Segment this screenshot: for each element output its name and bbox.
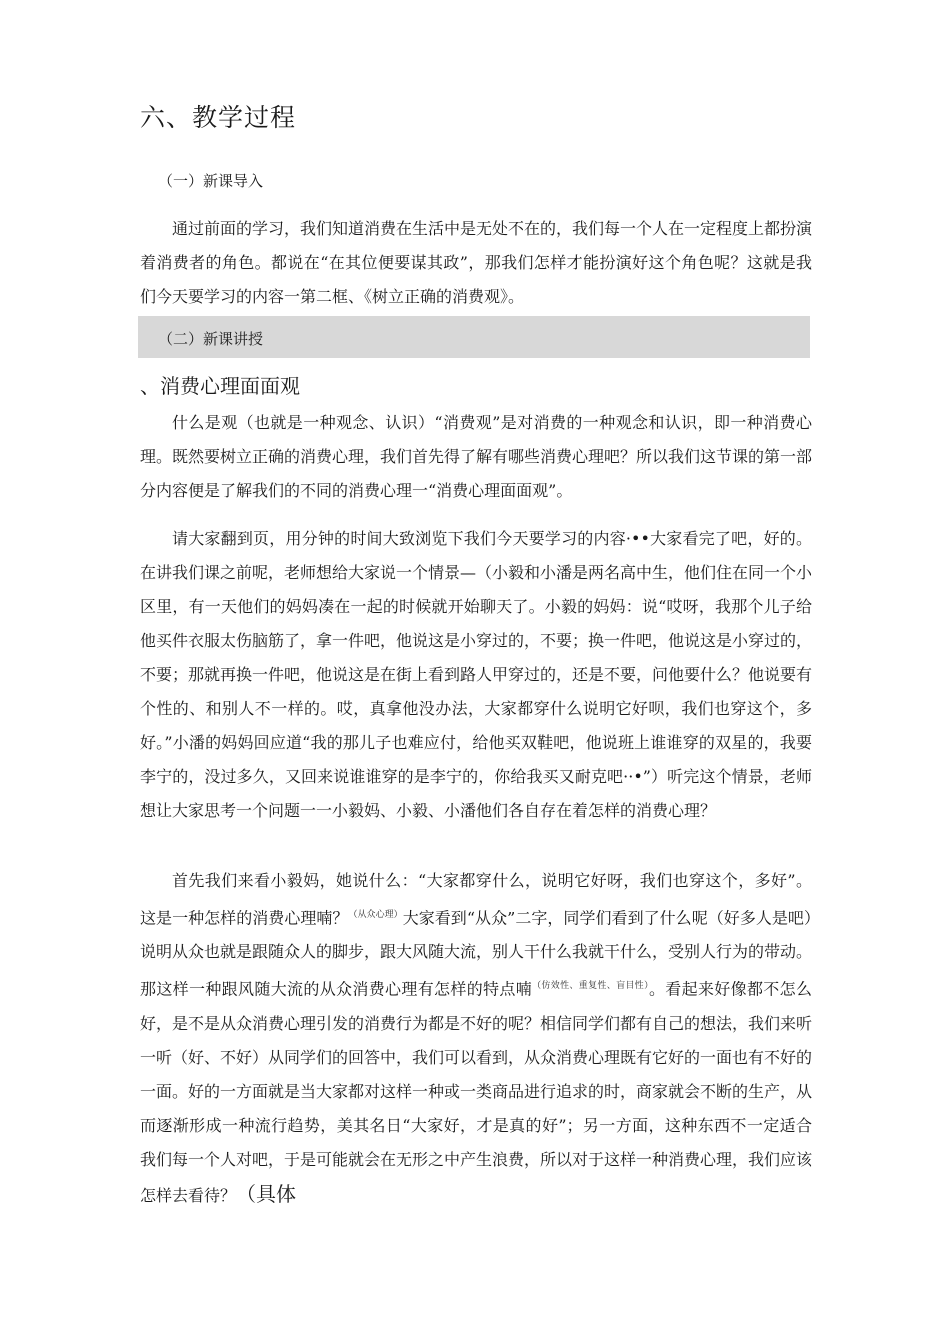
paragraph-scenario: 请大家翻到页，用分钟的时间大致浏览下我们今天要学习的内容·••大家看完了吧，好的。在讲我们课之前呢，老师想给大家说一个情景—（小毅和小潘是两名高中生，他们住在同一个小区里，有一天他们的妈妈凑在一起的时候就开始聊天了。小毅的妈妈：说“哎呀，我那个儿子给他买件衣服太伤脑筋了，拿一件吧，他说这是小穿过的，不要；换一件吧，他说这是小穿过的，不要；那就再换一件吧，他说这是在街上看到路人甲穿过的，还是不要，问他要什么？他说要有个性的、和别人不一样的。哎，真拿他没办法，大家都穿什么说明它好呗，我们也穿这个，多好。”小潘的妈妈回应道“我的那儿子也难应付，给他买双鞋吧，他说班上谁谁穿的双星的，我要李宁的，没过多久，又回来说谁谁穿的是李宁的，你给我买又耐克吧··•”）听完这个情景，老师想让大家思考一个问题一一小毅妈、小毅、小潘他们各自存在着怎样的消费心理？ <box>140 529 813 820</box>
conformity-tail: （具体 <box>236 1181 297 1206</box>
annotation-traits: （仿效性、重复性、盲目性） <box>532 981 649 992</box>
paragraph-conformity <box>140 864 812 1213</box>
lecture-subheading: 、消费心理面面观 <box>140 374 300 398</box>
annotation-conformity: （从众心理） <box>348 910 403 920</box>
lecture-heading: （二）新课讲授 <box>158 330 264 348</box>
lecture-heading-band <box>138 316 810 358</box>
conformity-text-c: 。看起来好像都不怎么好，是不是从众消费心理引发的消费行为都是不好的呢？相信同学们都有自己的想法，我们来听一听（好、不好）从同学们的回答中，我们可以看到，从众消费心理既有它好的一面也有不好的一面。好的一方面就是当大家都对这样一种或一类商品进行追求的时，商家就会不断的生产，从而逐渐形成一种流行趋势，美其名日“大家好，才是真的好”；另一方面，这种东西不一定适合我们每一个人对吧，于是可能就会在无形之中产生浪费，所以对于这样一种消费心理，我们应该怎样去看待？ <box>140 979 813 1205</box>
conformity-text-b: 大家看到“从众”二字，同学们看到了什么呢（好多人是吧）说明从众也就是跟随众人的脚步，跟大风随大流，别人干什么我就干什么，受别人行为的带动。那这样一种跟风随大流的从众消费心理有怎样的特点喃 <box>140 908 813 999</box>
intro-paragraph: 通过前面的学习，我们知道消费在生活中是无处不在的，我们每一个人在一定程度上都扮演着消费者的角色。都说在“在其位便要谋其政”，那我们怎样才能扮演好这个角色呢？这就是我们今天要学习的内容一第二框、《树立正确的消费观》。 <box>140 219 813 306</box>
intro-heading: （一）新课导入 <box>158 172 264 190</box>
paragraph-concept: 什么是观（也就是一种观念、认识）“消费观”是对消费的一种观念和认识，即一种消费心理。既然要树立正确的消费心理，我们首先得了解有哪些消费心理吧？所以我们这节课的第一部分内容便是了解我们的不同的消费心理一“消费心理面面观”。 <box>140 413 813 500</box>
conformity-text-a: 首先我们来看小毅妈，她说什么：“大家都穿什么，说明它好呀，我们也穿这个，多好”。这是一种怎样的消费心理喃？ <box>140 871 812 928</box>
section-title: 六、教学过程 <box>140 103 297 132</box>
